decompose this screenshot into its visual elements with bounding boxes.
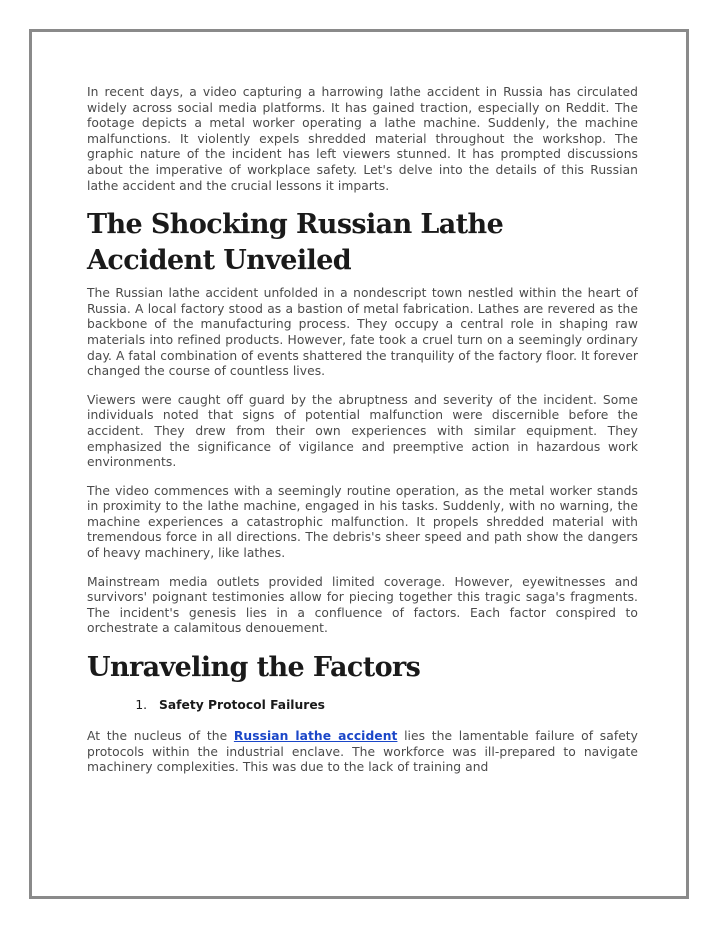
factors-list: [87, 697, 638, 713]
section1-paragraph-1: The Russian lathe accident unfolded in a nondescript town nestled within the heart of Russia. A local factory stood as a bastion of metal fabrication. Lathes are revered as the backbone of the manufacturing process. They occupy a central role in shaping raw materials into refined products. However, fate took a cruel turn on a seemingly ordinary day. A fatal combination of events shattered the tranquility of the factory floor. It forever changed the course of countless lives.: [87, 286, 638, 379]
intro-paragraph: In recent days, a video capturing a harrowing lathe accident in Russia has circulated widely across social media platforms. It has gained traction, especially on Reddit. The footage depicts a metal worker operating a lathe machine. Suddenly, the machine malfunctions. It violently expels shredded material throughout the workshop. The graphic nature of the incident has left viewers stunned. It has prompted discussions about the imperative of workplace safety. Let's delve into the details of this Russian lathe accident and the crucial lessons it imparts.: [87, 85, 638, 193]
paragraph-text-after-link: lies the lamentable failure of safety protocols within the industrial enclave. The workforce was ill-prepared to navigate machinery complexities. This was due to the lack of training and: [87, 729, 639, 775]
list-item-label: Safety Protocol Failures: [159, 698, 325, 713]
russian-lathe-accident-link[interactable]: Russian lathe accident: [233, 729, 398, 744]
document-page: [29, 29, 689, 899]
list-item: [151, 697, 638, 713]
section1-paragraph-4: Mainstream media outlets provided limited coverage. However, eyewitnesses and survivors' poignant testimonies allow for piecing together this tragic saga's fragments. The incident's genesis lies in a confluence of factors. Each factor conspired to orchestrate a calamitous denouement.: [87, 574, 638, 636]
safety-protocol-paragraph: [87, 729, 638, 776]
section-heading-factors: Unraveling the Factors: [87, 652, 421, 684]
article-content: [87, 85, 638, 789]
section1-paragraph-2: Viewers were caught off guard by the abruptness and severity of the incident. Some individuals noted that signs of potential malfunction were discernible before the accident. They drew from their own experiences with similar equipment. They emphasized the significance of vigilance and preemptive action in hazardous work environments.: [87, 392, 638, 470]
section-heading-lathe-accident: The Shocking Russian Lathe Accident Unveiled: [87, 209, 504, 277]
paragraph-text-before-link: At the nucleus of the: [87, 729, 234, 744]
section1-paragraph-3: The video commences with a seemingly routine operation, as the metal worker stands in proximity to the lathe machine, engaged in his tasks. Suddenly, with no warning, the machine experiences a catastrophic malfunction. It propels shredded material with tremendous force in all directions. The debris's sheer speed and path show the dangers of heavy machinery, like lathes.: [87, 483, 638, 561]
